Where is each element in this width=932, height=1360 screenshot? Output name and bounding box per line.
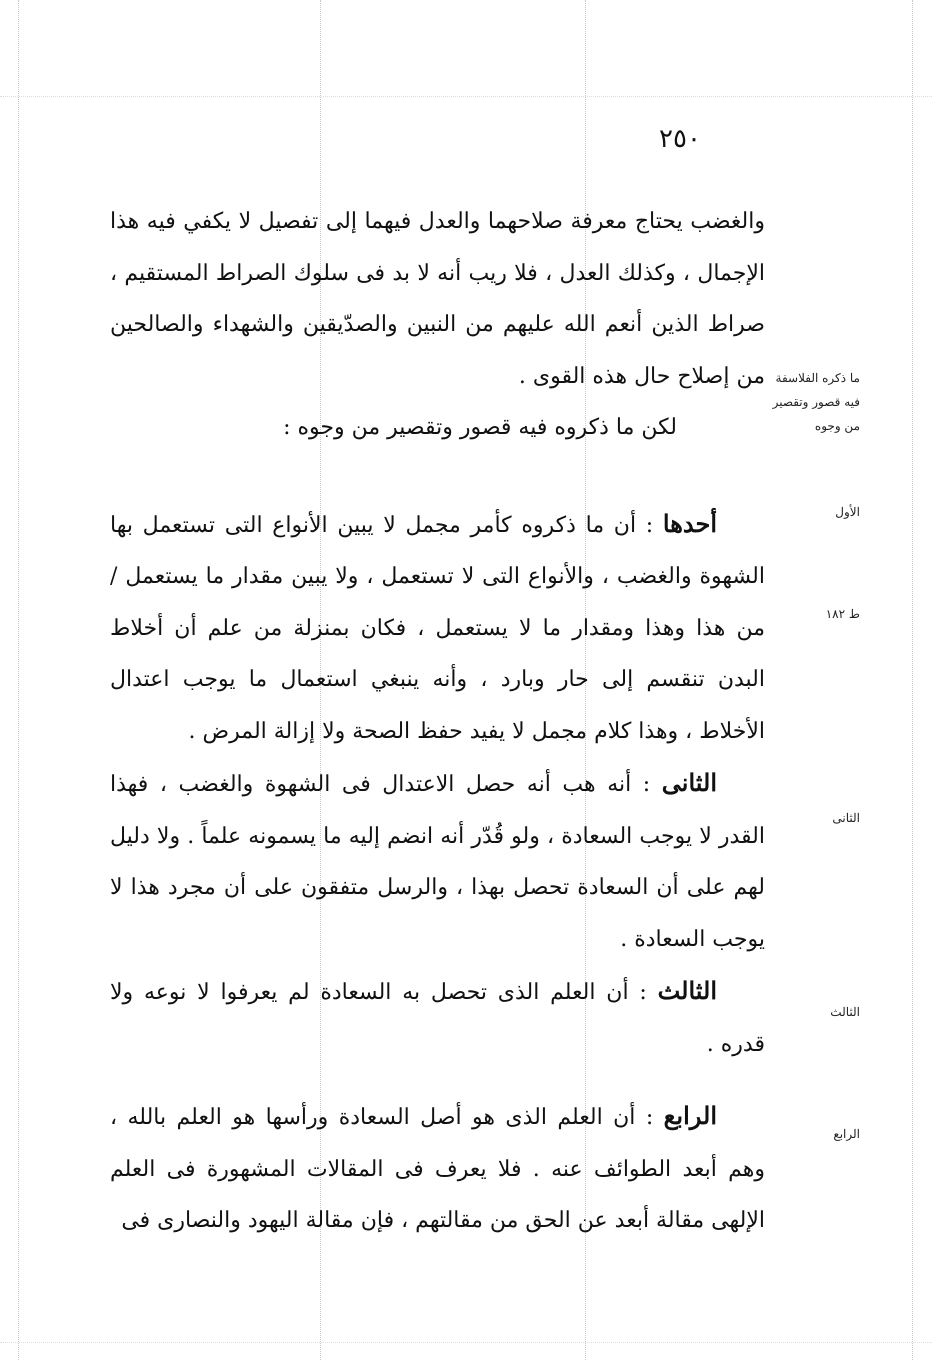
scan-guide-line <box>912 0 913 1360</box>
paragraph-third <box>110 965 765 1070</box>
paragraph-second <box>110 757 765 965</box>
page-number: ٢٥٠ <box>659 124 701 154</box>
paragraph-intro: والغضب يحتاج معرفة صلاحهما والعدل فيهما إلى تفصيل لا يكفي فيه هذا الإجمال ، وكذلك العدل ، فلا ريب أنه لا بد فى سلوك الصراط المستقيم ، صراط الذين أنعم الله عليهم من النبين والصدّيقين والشهداء والصالحين من إصلاح حال هذه القوى . <box>110 209 765 389</box>
main-text <box>110 196 765 1247</box>
section-heading-fourth: الرابع <box>663 1101 717 1130</box>
paragraph-fourth <box>110 1090 765 1247</box>
paragraph-first <box>110 498 765 758</box>
paragraph-third-text: : أن العلم الذى تحصل به السعادة لم يعرفوا لا نوعه ولا قدره . <box>110 980 765 1057</box>
scan-guide-line <box>0 1342 932 1343</box>
paragraph-second-text: : أنه هب أنه حصل الاعتدال فى الشهوة والغضب ، فهذا القدر لا يوجب السعادة ، ولو قُدّر أنه انضم إليه ما يسمونه علماً . ولا دليل لهم على أن السعادة تحصل بهذا ، والرسل متفقون على أن مجرد هذا لا يوجب السعادة . <box>110 772 765 952</box>
margin-note-second: الثانى <box>832 811 860 825</box>
paragraph-fourth-text: : أن العلم الذى هو أصل السعادة ورأسها هو العلم بالله ، وهم أبعد الطوائف عنه . فلا يعرف فى المقالات المشهورة فى العلم الإلهى مقالة أبعد عن الحق من مقالتهم ، فإن مقالة اليهود والنصارى فى <box>110 1105 765 1233</box>
scan-guide-line <box>18 0 19 1360</box>
section-heading-third: الثالث <box>657 976 717 1005</box>
margin-note-folio: ط ١٨٢ <box>825 607 860 621</box>
section-heading-second: الثانى <box>661 768 718 797</box>
scan-guide-line <box>0 96 932 97</box>
paragraph-lead: لكن ما ذكروه فيه قصور وتقصير من وجوه : <box>283 415 677 440</box>
paragraph-first-text: : أن ما ذكروه كأمر مجمل لا يبين الأنواع التى تستعمل بها الشهوة والغضب ، والأنواع التى لا تستعمل ، ولا يبين مقدار ما يستعمل / من هذا وهذا ومقدار ما لا يستعمل ، فكان بمنزلة من علم أن أخلاط البدن تنقسم إلى حار وبارد ، وأنه ينبغي استعمال ما يوجب اعتدال الأخلاط ، وهذا كلام مجمل لا يفيد حفظ الصحة ولا إزالة المرض . <box>110 512 765 744</box>
margin-note-philosophers: ما ذكره الفلاسفة فيه قصور وتقصير من وجوه <box>772 371 860 433</box>
margin-note-fourth: الرابع <box>833 1127 860 1141</box>
section-heading-first: أحدها <box>662 508 717 538</box>
margin-note-first: الأول <box>835 505 860 519</box>
margin-note-third: الثالث <box>830 1005 860 1019</box>
